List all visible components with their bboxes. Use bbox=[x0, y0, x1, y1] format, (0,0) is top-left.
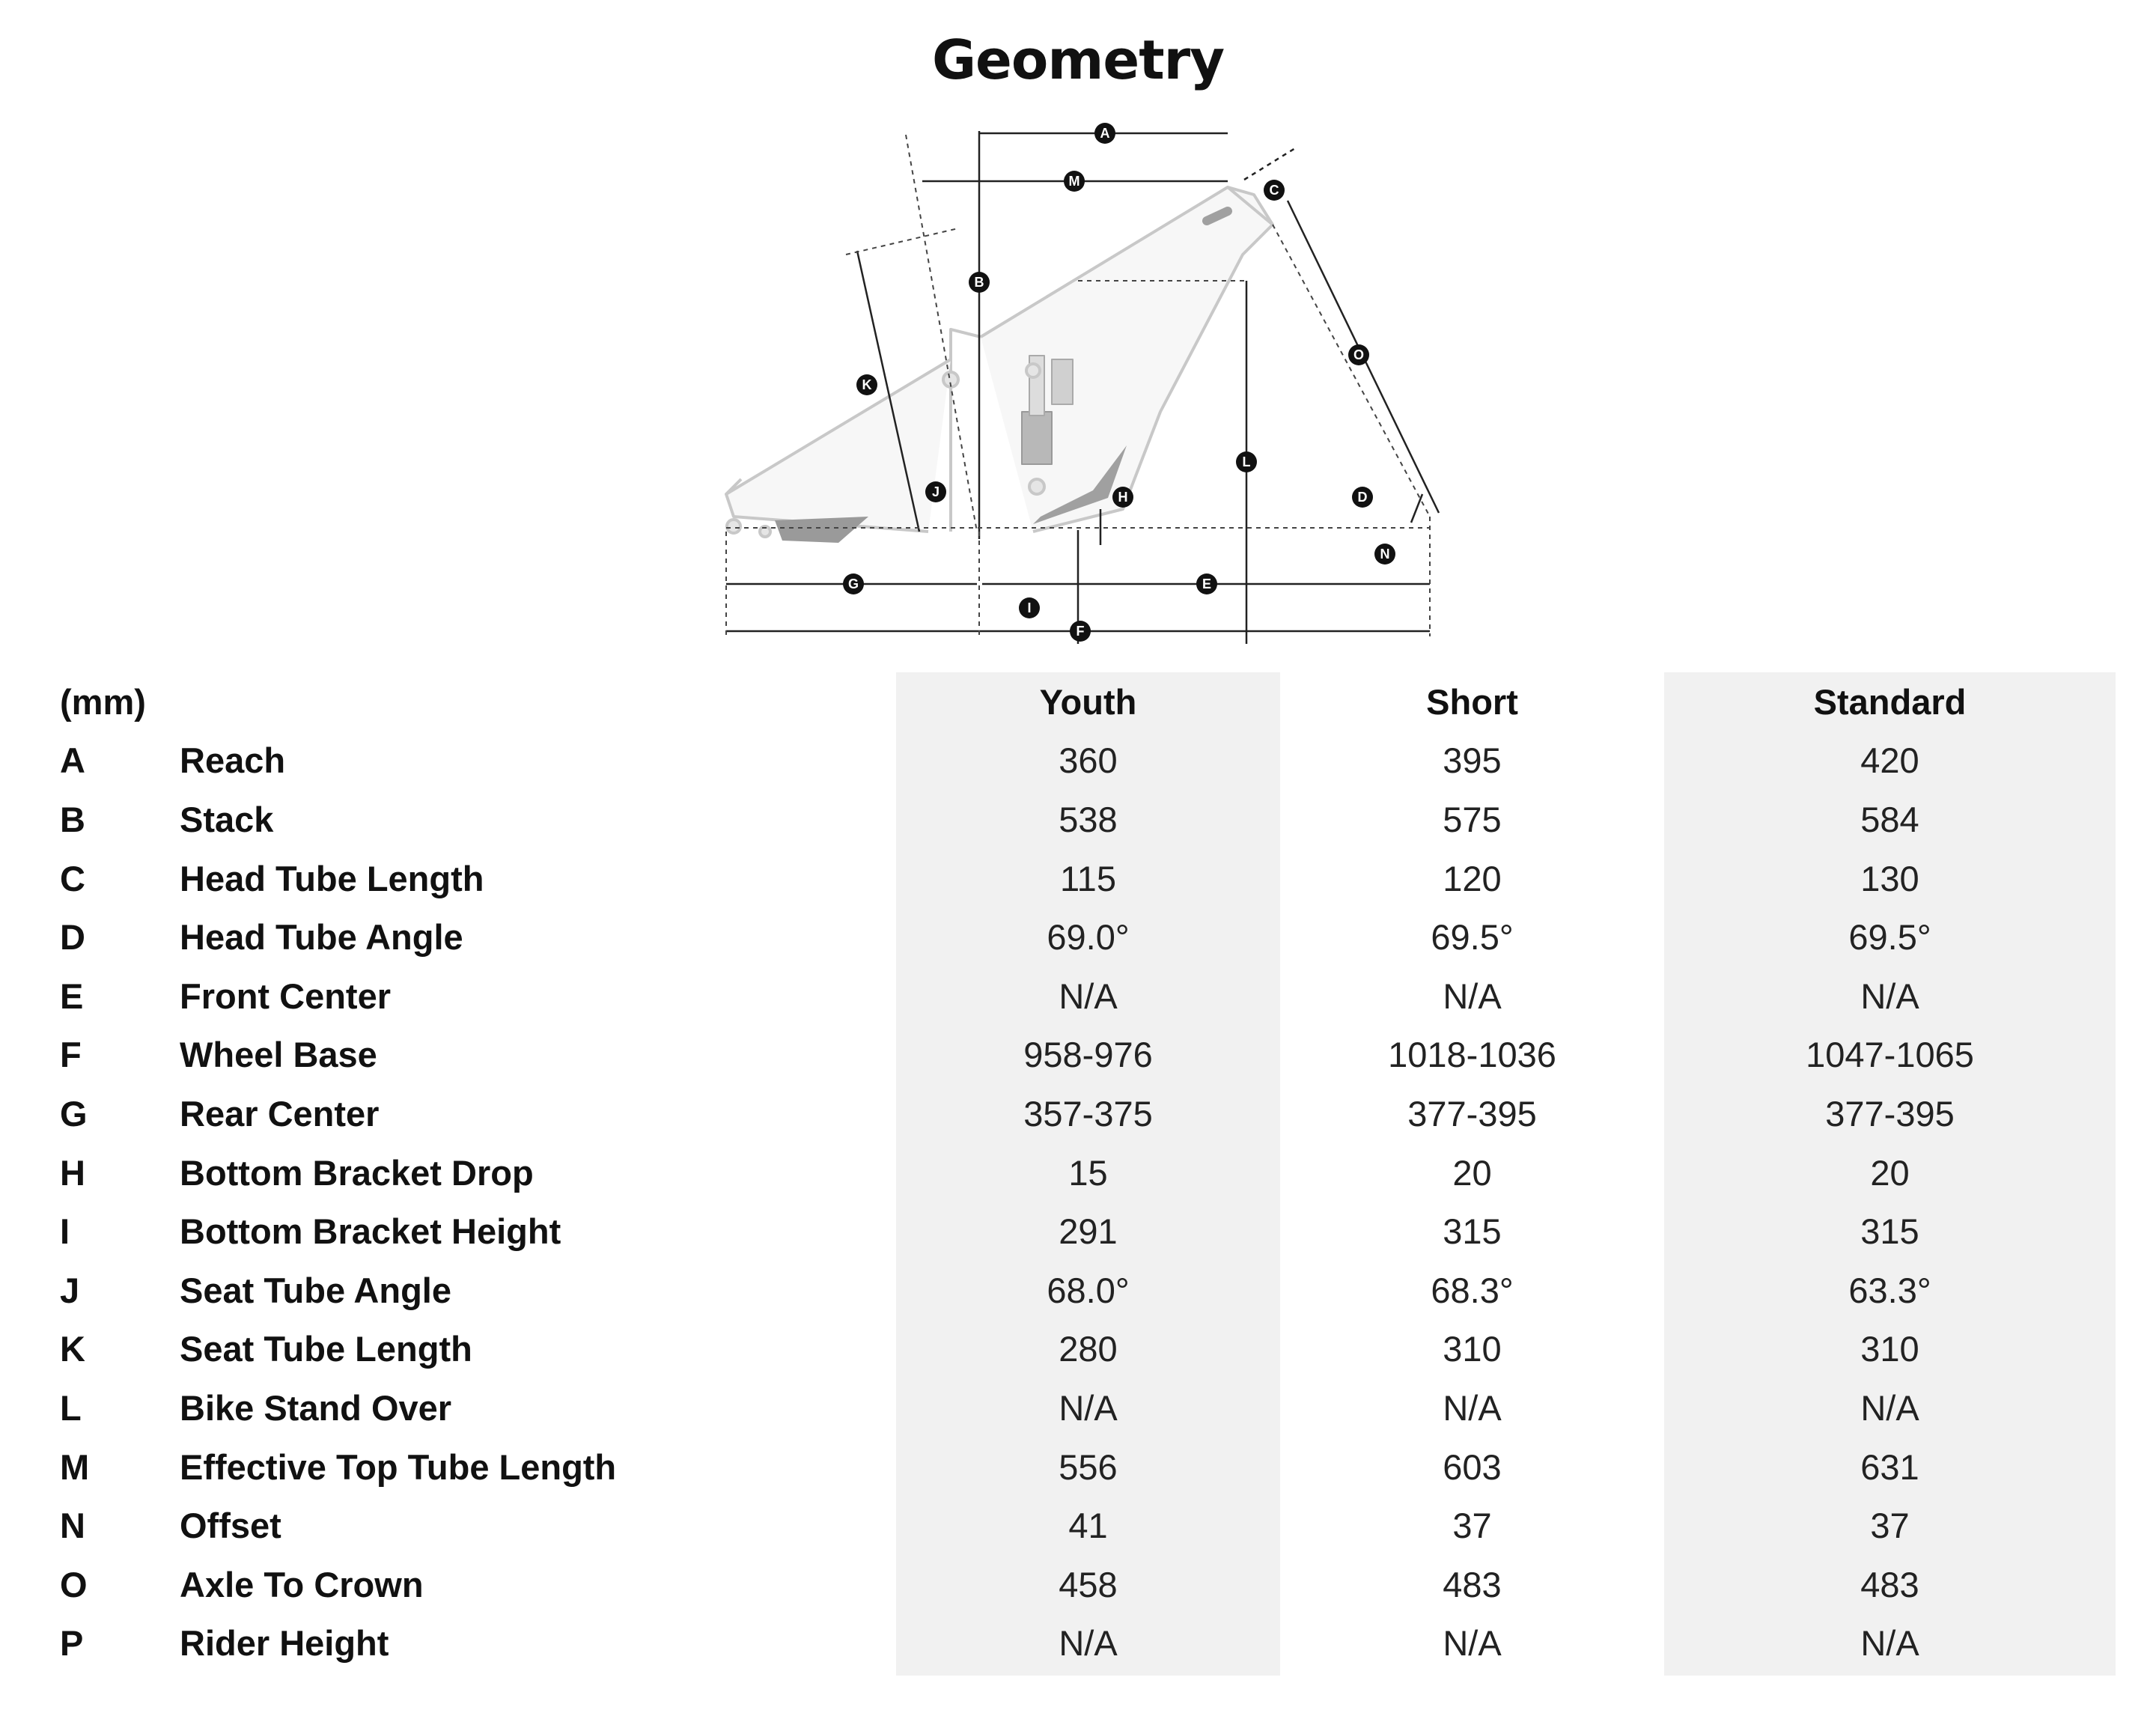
short-value: 69.5° bbox=[1431, 917, 1514, 958]
youth-value: 115 bbox=[1060, 858, 1116, 898]
row-label: Bike Stand Over bbox=[180, 1387, 452, 1428]
table-row bbox=[60, 907, 2116, 967]
marker-c bbox=[1264, 180, 1285, 201]
short-value: N/A bbox=[1443, 976, 1502, 1016]
standard-value: 20 bbox=[1870, 1152, 1910, 1193]
standard-value: 69.5° bbox=[1848, 917, 1931, 958]
row-letter: L bbox=[60, 1387, 82, 1428]
svg-text:H: H bbox=[1118, 490, 1128, 505]
svg-text:M: M bbox=[1068, 174, 1080, 189]
marker-i bbox=[1019, 597, 1040, 618]
marker-g bbox=[843, 573, 864, 594]
marker-l bbox=[1236, 451, 1257, 472]
short-value: 395 bbox=[1443, 740, 1502, 781]
standard-value: N/A bbox=[1860, 1387, 1919, 1428]
standard-value: 310 bbox=[1860, 1329, 1919, 1369]
row-label: Bottom Bracket Drop bbox=[180, 1152, 534, 1193]
row-label: Front Center bbox=[180, 976, 391, 1016]
table-row bbox=[60, 1084, 2116, 1143]
column-header-standard: Standard bbox=[1813, 681, 1967, 722]
svg-text:N: N bbox=[1380, 547, 1390, 562]
marker-a bbox=[1094, 123, 1115, 144]
row-label: Rear Center bbox=[180, 1093, 380, 1134]
svg-text:F: F bbox=[1076, 624, 1085, 639]
standard-value: 315 bbox=[1860, 1211, 1919, 1252]
row-label: Wheel Base bbox=[180, 1035, 377, 1075]
youth-value: 41 bbox=[1068, 1506, 1108, 1546]
table-body bbox=[60, 731, 2116, 1673]
svg-text:D: D bbox=[1357, 490, 1368, 505]
standard-value: 420 bbox=[1860, 740, 1919, 781]
short-value: 377-395 bbox=[1407, 1093, 1537, 1134]
standard-value: 37 bbox=[1870, 1506, 1910, 1546]
marker-n bbox=[1374, 544, 1395, 565]
short-value: N/A bbox=[1443, 1387, 1502, 1428]
standard-value: N/A bbox=[1860, 1623, 1919, 1664]
marker-j bbox=[925, 481, 946, 502]
marker-e bbox=[1196, 573, 1217, 594]
marker-o bbox=[1348, 344, 1369, 365]
svg-text:C: C bbox=[1269, 183, 1279, 198]
row-letter: F bbox=[60, 1035, 82, 1075]
row-label: Reach bbox=[180, 740, 286, 781]
row-label: Rider Height bbox=[180, 1623, 389, 1664]
column-header-youth: Youth bbox=[1039, 681, 1137, 722]
youth-value: 958-976 bbox=[1023, 1035, 1153, 1075]
bike-frame-drawing bbox=[726, 187, 1273, 543]
youth-value: 291 bbox=[1059, 1211, 1118, 1252]
youth-value: N/A bbox=[1059, 976, 1118, 1016]
table-row bbox=[60, 1614, 2116, 1673]
row-letter: G bbox=[60, 1093, 88, 1134]
table-row bbox=[60, 849, 2116, 908]
standard-value: N/A bbox=[1860, 976, 1919, 1016]
page-title: Geometry bbox=[931, 28, 1225, 91]
youth-value: 357-375 bbox=[1023, 1093, 1153, 1134]
row-label: Head Tube Length bbox=[180, 858, 484, 898]
standard-value: 631 bbox=[1860, 1446, 1919, 1487]
row-label: Bottom Bracket Height bbox=[180, 1211, 561, 1252]
marker-f bbox=[1070, 621, 1091, 642]
short-value: 603 bbox=[1443, 1446, 1502, 1487]
svg-text:I: I bbox=[1027, 600, 1032, 615]
table-row bbox=[60, 1555, 2116, 1614]
short-value: 120 bbox=[1443, 858, 1502, 898]
geometry-table bbox=[60, 672, 2116, 1673]
short-value: N/A bbox=[1443, 1623, 1502, 1664]
standard-value: 483 bbox=[1860, 1564, 1919, 1604]
svg-text:E: E bbox=[1202, 576, 1212, 591]
short-value: 310 bbox=[1443, 1329, 1502, 1369]
youth-value: 280 bbox=[1059, 1329, 1118, 1369]
marker-h bbox=[1112, 487, 1133, 508]
youth-value: 15 bbox=[1068, 1152, 1108, 1193]
column-header-short: Short bbox=[1426, 681, 1518, 722]
table-header-row bbox=[60, 672, 2116, 731]
table-row bbox=[60, 1378, 2116, 1437]
youth-value: N/A bbox=[1059, 1623, 1118, 1664]
short-value: 483 bbox=[1443, 1564, 1502, 1604]
short-value: 37 bbox=[1452, 1506, 1492, 1546]
short-value: 1018-1036 bbox=[1388, 1035, 1556, 1075]
svg-text:G: G bbox=[847, 576, 859, 591]
table-row bbox=[60, 967, 2116, 1026]
unit-label: (mm) bbox=[60, 681, 146, 722]
svg-text:B: B bbox=[974, 275, 984, 290]
marker-b bbox=[969, 272, 990, 293]
row-letter: D bbox=[60, 917, 85, 958]
row-letter: B bbox=[60, 799, 85, 839]
row-letter: M bbox=[60, 1446, 90, 1487]
table-row bbox=[60, 1496, 2116, 1555]
youth-value: 69.0° bbox=[1047, 917, 1130, 958]
marker-k bbox=[856, 374, 877, 395]
marker-m bbox=[1064, 171, 1085, 192]
standard-value: 63.3° bbox=[1848, 1270, 1931, 1310]
row-letter: H bbox=[60, 1152, 85, 1193]
row-letter: K bbox=[60, 1329, 85, 1369]
youth-value: 556 bbox=[1059, 1446, 1118, 1487]
short-value: 20 bbox=[1452, 1152, 1492, 1193]
row-label: Axle To Crown bbox=[180, 1564, 424, 1604]
short-value: 68.3° bbox=[1431, 1270, 1514, 1310]
svg-text:O: O bbox=[1353, 347, 1365, 362]
svg-text:L: L bbox=[1242, 454, 1251, 469]
svg-text:J: J bbox=[931, 484, 940, 499]
row-label: Effective Top Tube Length bbox=[180, 1446, 617, 1487]
row-label: Offset bbox=[180, 1506, 281, 1546]
table-row bbox=[60, 731, 2116, 791]
row-label: Seat Tube Angle bbox=[180, 1270, 451, 1310]
table-row bbox=[60, 1202, 2116, 1261]
row-letter: P bbox=[60, 1623, 84, 1664]
row-letter: C bbox=[60, 858, 85, 898]
youth-value: N/A bbox=[1059, 1387, 1118, 1428]
standard-value: 584 bbox=[1860, 799, 1919, 839]
table-row bbox=[60, 1026, 2116, 1085]
table-row bbox=[60, 1143, 2116, 1202]
youth-value: 68.0° bbox=[1047, 1270, 1130, 1310]
standard-value: 377-395 bbox=[1825, 1093, 1955, 1134]
svg-text:K: K bbox=[862, 377, 872, 392]
row-letter: I bbox=[60, 1211, 70, 1252]
marker-d bbox=[1352, 487, 1373, 508]
table-row bbox=[60, 1320, 2116, 1379]
bike-geometry-diagram bbox=[704, 112, 1467, 651]
short-value: 575 bbox=[1443, 799, 1502, 839]
row-letter: E bbox=[60, 976, 84, 1016]
row-letter: N bbox=[60, 1506, 85, 1546]
row-letter: A bbox=[60, 740, 85, 781]
youth-value: 458 bbox=[1059, 1564, 1118, 1604]
svg-text:A: A bbox=[1100, 126, 1110, 141]
youth-value: 538 bbox=[1059, 799, 1118, 839]
standard-value: 1047-1065 bbox=[1806, 1035, 1974, 1075]
row-label: Head Tube Angle bbox=[180, 917, 463, 958]
row-letter: O bbox=[60, 1564, 88, 1604]
table-row bbox=[60, 1261, 2116, 1320]
table-row bbox=[60, 790, 2116, 849]
standard-value: 130 bbox=[1860, 858, 1919, 898]
short-value: 315 bbox=[1443, 1211, 1502, 1252]
table-row bbox=[60, 1437, 2116, 1497]
row-letter: J bbox=[60, 1270, 80, 1310]
youth-value: 360 bbox=[1059, 740, 1118, 781]
row-label: Seat Tube Length bbox=[180, 1329, 472, 1369]
row-label: Stack bbox=[180, 799, 274, 839]
